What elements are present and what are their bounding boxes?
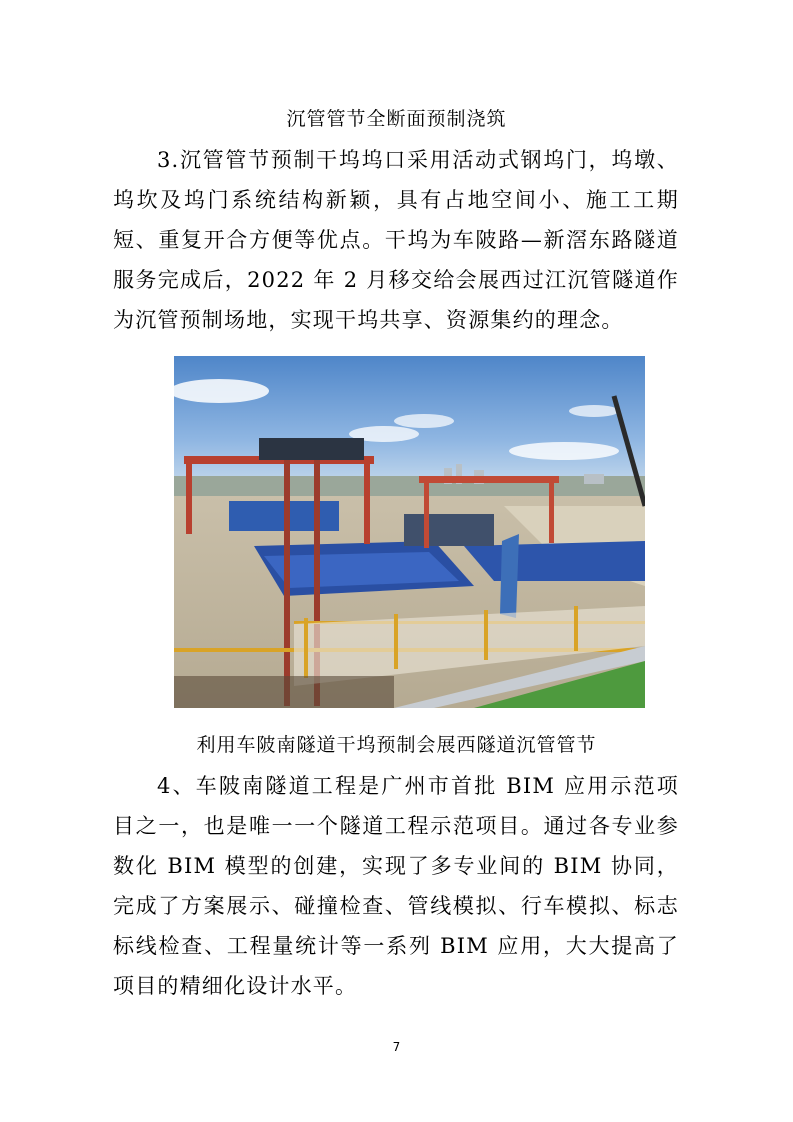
dry-dock-photo: [174, 356, 645, 708]
paragraph-3: [113, 140, 679, 340]
figure-caption-top: 沉管管节全断面预制浇筑: [286, 108, 507, 130]
paragraph-3-text: 3.沉管管节预制干坞坞口采用活动式钢坞门，坞墩、坞坎及坞门系统结构新颖，具有占地空间小、施工工期短、重复开合方便等优点。干坞为车陂路—新滘东路隧道服务完成后，2022 年 2 月移交给会展西过江沉管隧道作为沉管预制场地，实现干坞共享、资源集约的理念。: [113, 148, 679, 332]
page-number: 7: [392, 1040, 401, 1054]
paragraph-4-text: 4、车陂南隧道工程是广州市首批 BIM 应用示范项目之一，也是唯一一个隧道工程示范项目。通过各专业参数化 BIM 模型的创建，实现了多专业间的 BIM 协同，完成了方案展示、碰撞检查、管线模拟、行车模拟、标志标线检查、工程量统计等一系列 BIM 应用，大大提高了项目的精细化设计水平。: [113, 774, 679, 998]
figure-caption-photo: 利用车陂南隧道干坞预制会展西隧道沉管管节: [196, 734, 597, 756]
paragraph-4: [113, 766, 679, 1006]
